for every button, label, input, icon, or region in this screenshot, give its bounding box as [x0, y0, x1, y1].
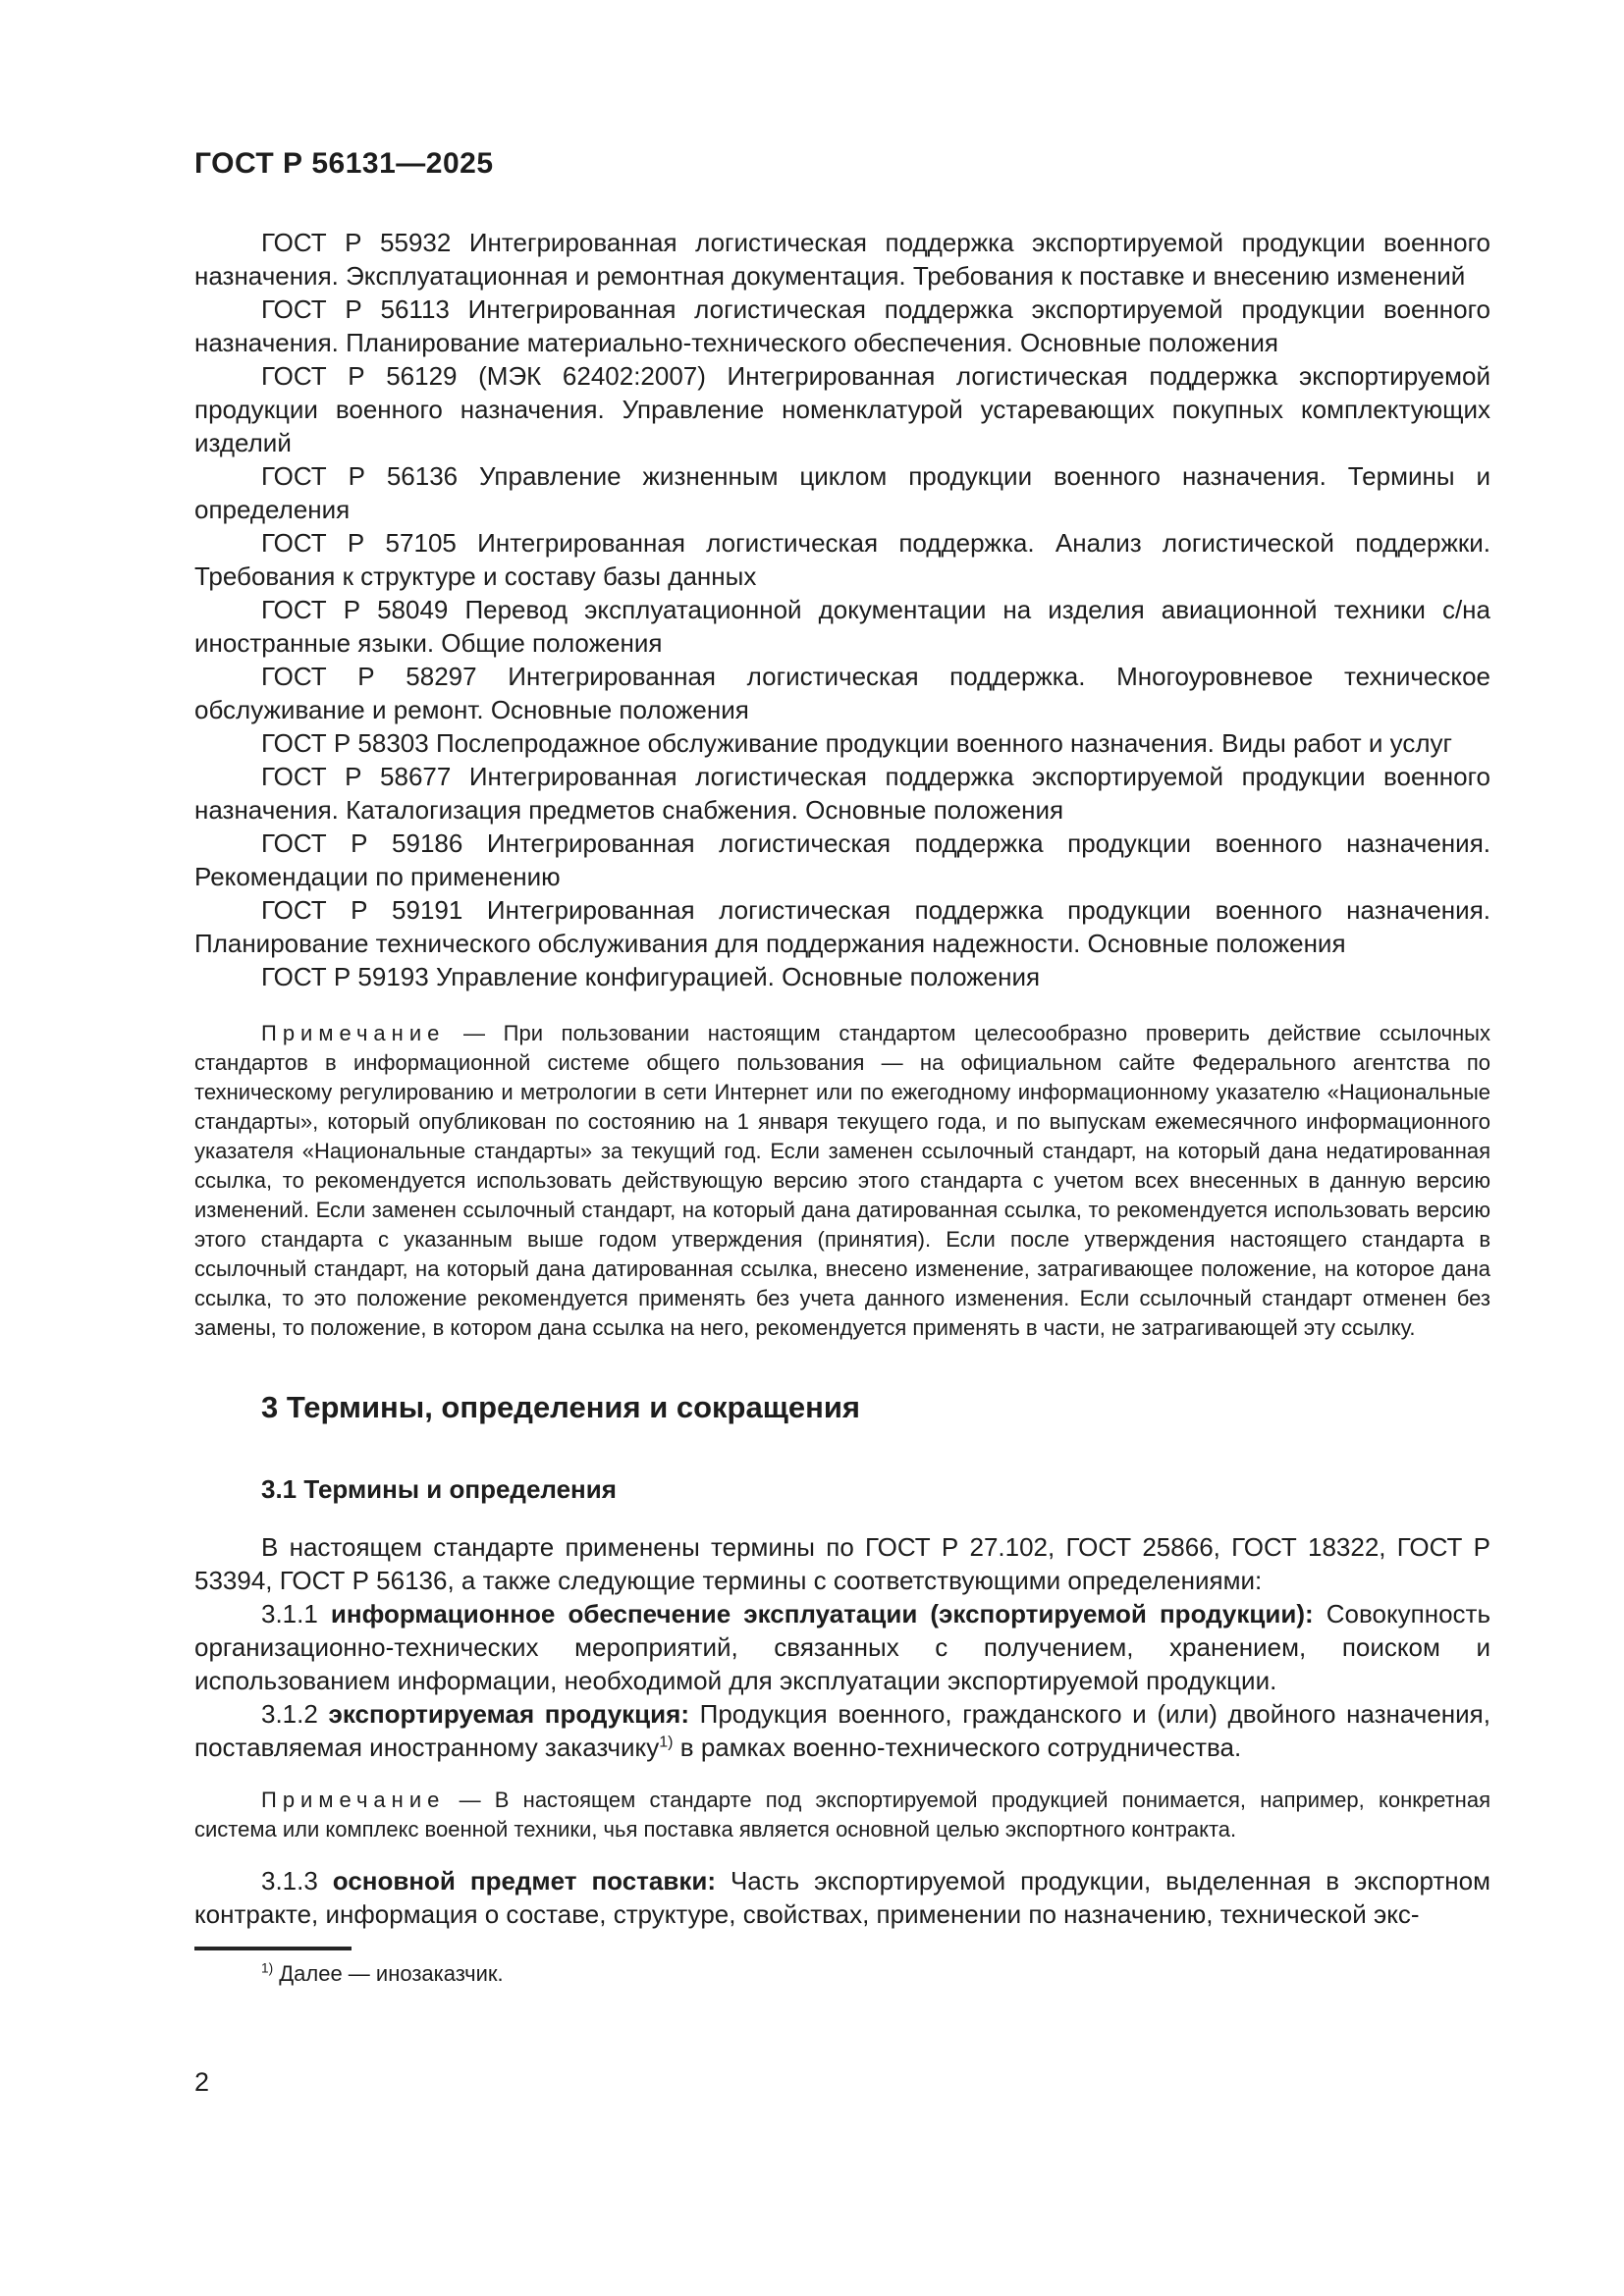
references-note	[194, 1019, 1490, 1343]
term-number: 3.1.3	[261, 1866, 318, 1896]
term-3-1-2	[194, 1697, 1490, 1764]
note-label: Примечание	[261, 1021, 446, 1045]
term-name: основной предмет поставки:	[332, 1866, 716, 1896]
reference-item: ГОСТ Р 59186 Интегрированная логистическая поддержка продукции военного назначения. Рекомендации по применению	[194, 828, 1490, 891]
term-name: экспортируемая продукция:	[328, 1699, 689, 1729]
section-3-title: 3 Термины, определения и сокращения	[261, 1390, 860, 1424]
reference-item: ГОСТ Р 57105 Интегрированная логистическая поддержка. Анализ логистической поддержки. Требования к структуре и составу базы данных	[194, 528, 1490, 591]
term-definition: Совокупность организационно-технических мероприятий, связанных с получением, хранением, поиском и использованием информации, необходимой для эксплуатации экспортируемой продукции.	[194, 1599, 1490, 1695]
term-3-1-1	[194, 1597, 1490, 1697]
reference-item: ГОСТ Р 59191 Интегрированная логистическая поддержка продукции военного назначения. Планирование технического обслуживания для поддержания надежности. Основные положения	[194, 895, 1490, 958]
reference-item: ГОСТ Р 59193 Управление конфигурацией. Основные положения	[261, 962, 1041, 991]
term-note	[194, 1786, 1490, 1844]
terms-intro: В настоящем стандарте применены термины по ГОСТ Р 27.102, ГОСТ 25866, ГОСТ 18322, ГОСТ Р 53394, ГОСТ Р 56136, а также следующие термины с соответствующими определениями:	[194, 1532, 1490, 1595]
term-name: информационное обеспечение эксплуатации (экспортируемой продукции):	[330, 1599, 1314, 1629]
note-label: Примечание	[261, 1788, 446, 1812]
reference-item: ГОСТ Р 56136 Управление жизненным циклом продукции военного назначения. Термины и определения	[194, 461, 1490, 524]
footnote-marker: 1)	[261, 1960, 274, 1976]
footnote-text: Далее — инозаказчик.	[279, 1961, 504, 1986]
reference-item: ГОСТ Р 55932 Интегрированная логистическая поддержка экспортируемой продукции военного назначения. Эксплуатационная и ремонтная документация. Требования к поставке и внесению изменений	[194, 228, 1490, 291]
reference-item: ГОСТ Р 58303 Послепродажное обслуживание продукции военного назначения. Виды работ и услуг	[261, 728, 1453, 758]
note-text: — При пользовании настоящим стандартом целесообразно проверить действие ссылочных стандартов в информационной системе общего пользования — на официальном сайте Федерального агентства по техническому регулированию и метрологии в сети Интернет или по ежегодному информационному указателю «Национальные стандарты», который опубликован по состоянию на 1 января текущего года, и по выпускам ежемесячного информационного указателя «Национальные стандарты» за текущий год. Если заменен ссылочный стандарт, на который дана недатированная ссылка, то рекомендуется использовать действующую версию этого стандарта с учетом всех внесенных в данную версию изменений. Если заменен ссылочный стандарт, на который дана датированная ссылка, то рекомендуется использовать версию этого стандарта с указанным выше годом утверждения (принятия). Если после утверждения настоящего стандарта в ссылочный стандарт, на который дана датированная ссылка, внесено изменение, затрагивающее положение, на которое дана ссылка, то это положение рекомендуется применять без учета данного изменения. Если ссылочный стандарт отменен без замены, то положение, в котором дана ссылка на него, рекомендуется применять в части, не затрагивающей эту ссылку.	[194, 1021, 1490, 1340]
term-definition: Продукция военного, гражданского и (или) двойного назначения, поставляемая иностранному заказчику	[194, 1699, 1490, 1762]
footnote	[194, 1960, 1490, 1988]
section-3-1-title: 3.1 Термины и определения	[261, 1474, 617, 1504]
term-3-1-3	[194, 1864, 1490, 1931]
reference-item: ГОСТ Р 56113 Интегрированная логистическая поддержка экспортируемой продукции военного назначения. Планирование материально-технического обеспечения. Основные положения	[194, 294, 1490, 357]
running-header: ГОСТ Р 56131—2025	[194, 147, 494, 180]
references-list	[194, 226, 1490, 993]
reference-item: ГОСТ Р 58297 Интегрированная логистическая поддержка. Многоуровневое техническое обслуживание и ремонт. Основные положения	[194, 662, 1490, 724]
footnote-block	[194, 1947, 1490, 1988]
page-number: 2	[194, 2067, 210, 2097]
note-text: — В настоящем стандарте под экспортируемой продукцией понимается, например, конкретная система или комплекс военной техники, чья поставка является основной целью экспортного контракта.	[194, 1788, 1490, 1842]
footnote-reference-marker: 1)	[659, 1733, 674, 1751]
term-definition: в рамках военно-технического сотрудничества.	[679, 1733, 1242, 1762]
reference-item: ГОСТ Р 58049 Перевод эксплуатационной документации на изделия авиационной техники с/на иностранные языки. Общие положения	[194, 595, 1490, 658]
term-number: 3.1.2	[261, 1699, 318, 1729]
reference-item: ГОСТ Р 56129 (МЭК 62402:2007) Интегрированная логистическая поддержка экспортируемой продукции военного назначения. Управление номенклатурой устаревающих покупных комплектующих изделий	[194, 361, 1490, 457]
reference-item: ГОСТ Р 58677 Интегрированная логистическая поддержка экспортируемой продукции военного назначения. Каталогизация предметов снабжения. Основные положения	[194, 762, 1490, 825]
term-definition: Часть экспортируемой продукции, выделенная в экспортном контракте, информация о составе, структуре, свойствах, применении по назначению, технической экс-	[194, 1866, 1490, 1929]
term-number: 3.1.1	[261, 1599, 318, 1629]
footnote-separator	[194, 1947, 352, 1950]
